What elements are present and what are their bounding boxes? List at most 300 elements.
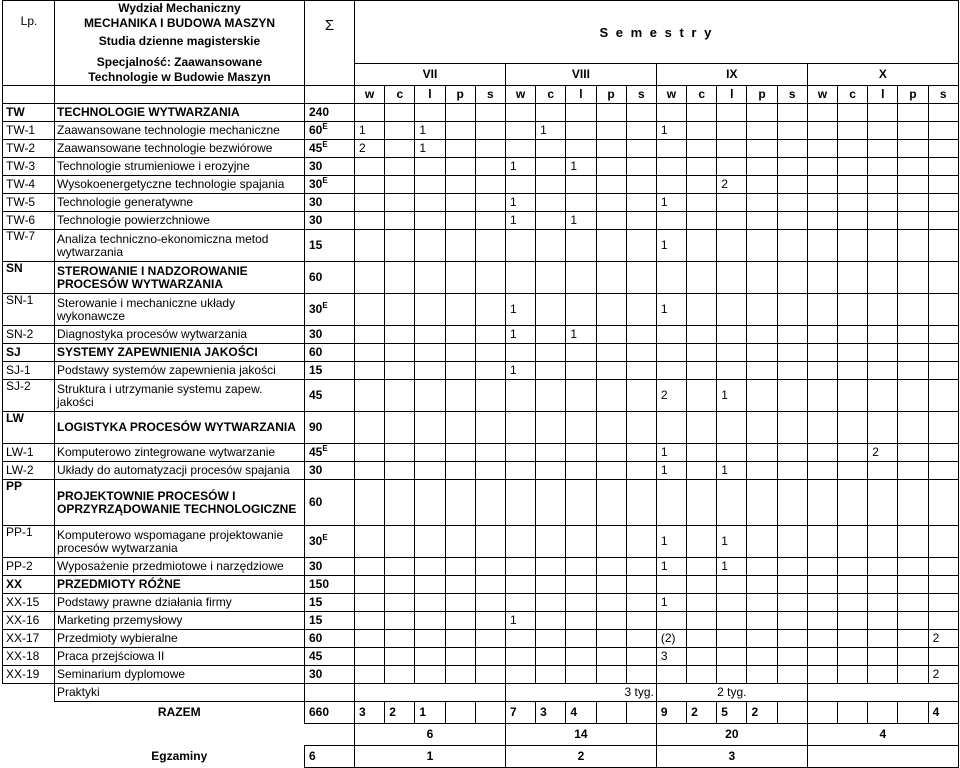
hours-cell bbox=[596, 380, 626, 412]
sub-header-s: s bbox=[928, 86, 958, 104]
table-row bbox=[3, 380, 959, 412]
hours-cell bbox=[838, 648, 868, 666]
hours-cell: 2 bbox=[928, 630, 958, 648]
hours-cell bbox=[717, 630, 747, 648]
hours-cell bbox=[747, 526, 777, 558]
blank-cell bbox=[3, 702, 55, 724]
hours-cell bbox=[536, 558, 566, 576]
hours-cell: (2) bbox=[656, 630, 686, 648]
hours-cell bbox=[687, 140, 717, 158]
lp-header: Lp. bbox=[3, 1, 55, 86]
hours-cell bbox=[898, 326, 928, 344]
hours-cell bbox=[626, 462, 656, 480]
hours-cell bbox=[355, 576, 385, 594]
total-viii: 14 bbox=[505, 724, 656, 746]
sub-header-w: w bbox=[656, 86, 686, 104]
course-hours bbox=[305, 480, 355, 526]
hours-cell: 1 bbox=[505, 294, 535, 326]
razem-cell: 2 bbox=[385, 702, 415, 724]
hours-cell bbox=[415, 176, 445, 194]
hours-cell bbox=[596, 230, 626, 262]
course-hours bbox=[305, 462, 355, 480]
hours-cell bbox=[596, 294, 626, 326]
hours-cell bbox=[777, 104, 807, 122]
course-name: Sterowanie i mechaniczne układy wykonawcze bbox=[55, 294, 305, 326]
hours-cell bbox=[807, 344, 837, 362]
hours-cell bbox=[898, 462, 928, 480]
course-name: Komputerowo wspomagane projektowanie procesów wytwarzania bbox=[55, 526, 305, 558]
hours-cell bbox=[868, 194, 898, 212]
hours-cell bbox=[505, 558, 535, 576]
sub-header-l: l bbox=[566, 86, 596, 104]
hours-cell bbox=[717, 294, 747, 326]
hours-cell bbox=[898, 122, 928, 140]
hours-cell bbox=[747, 140, 777, 158]
hours-cell bbox=[385, 594, 415, 612]
hours-cell bbox=[687, 380, 717, 412]
hours-cell bbox=[626, 380, 656, 412]
hours-cell bbox=[445, 104, 475, 122]
hours-cell bbox=[596, 362, 626, 380]
hours-cell bbox=[566, 630, 596, 648]
hours-cell: 2 bbox=[656, 380, 686, 412]
hours-cell bbox=[475, 104, 505, 122]
razem-semester-row bbox=[3, 724, 959, 746]
razem-cell: 3 bbox=[536, 702, 566, 724]
course-name: SYSTEMY ZAPEWNIENIA JAKOŚCI bbox=[55, 344, 305, 362]
blank-cell bbox=[55, 724, 305, 746]
course-name: Zaawansowane technologie bezwiórowe bbox=[55, 140, 305, 158]
hours-cell bbox=[355, 362, 385, 380]
hours-cell bbox=[807, 230, 837, 262]
razem-cell bbox=[777, 702, 807, 724]
hours-cell bbox=[717, 104, 747, 122]
hours-cell bbox=[747, 666, 777, 684]
hours-cell bbox=[596, 526, 626, 558]
hours-cell bbox=[385, 326, 415, 344]
hours-cell bbox=[475, 326, 505, 344]
hours-cell bbox=[898, 140, 928, 158]
course-code: TW-2 bbox=[3, 140, 55, 158]
hours-cell bbox=[445, 230, 475, 262]
title-field: MECHANIKA I BUDOWA MASZYN bbox=[83, 16, 276, 30]
hours-cell bbox=[445, 480, 475, 526]
hours-cell bbox=[777, 444, 807, 462]
hours-cell bbox=[475, 212, 505, 230]
hours-cell bbox=[868, 230, 898, 262]
semester-IX: IX bbox=[656, 64, 807, 86]
hours-cell bbox=[807, 576, 837, 594]
hours-cell bbox=[807, 648, 837, 666]
hours-cell bbox=[717, 140, 747, 158]
hours-cell bbox=[928, 104, 958, 122]
table-row bbox=[3, 362, 959, 380]
hours-cell bbox=[385, 444, 415, 462]
hours-cell bbox=[385, 630, 415, 648]
hours-cell bbox=[475, 344, 505, 362]
course-code: SN-2 bbox=[3, 326, 55, 344]
hours-cell bbox=[626, 262, 656, 294]
hours-cell bbox=[626, 666, 656, 684]
hours-cell bbox=[687, 576, 717, 594]
hours-cell: 1 bbox=[717, 380, 747, 412]
hours-cell bbox=[687, 648, 717, 666]
hours-cell bbox=[928, 262, 958, 294]
course-code: TW-5 bbox=[3, 194, 55, 212]
hours-cell bbox=[656, 212, 686, 230]
exams-x bbox=[807, 746, 958, 768]
hours-cell bbox=[415, 594, 445, 612]
hours-cell: 1 bbox=[656, 462, 686, 480]
course-code: SN bbox=[3, 262, 55, 294]
course-code: XX-18 bbox=[3, 648, 55, 666]
hours-cell bbox=[717, 326, 747, 344]
hours-cell bbox=[415, 294, 445, 326]
hours-cell bbox=[807, 412, 837, 444]
hours-value: 15 bbox=[309, 613, 323, 627]
hours-value: 45 bbox=[309, 445, 323, 459]
hours-cell bbox=[807, 558, 837, 576]
hours-cell bbox=[777, 412, 807, 444]
hours-value: 15 bbox=[309, 595, 323, 609]
hours-cell bbox=[687, 630, 717, 648]
course-hours bbox=[305, 576, 355, 594]
hours-cell bbox=[445, 630, 475, 648]
hours-cell bbox=[928, 158, 958, 176]
hours-cell bbox=[505, 594, 535, 612]
course-hours bbox=[305, 362, 355, 380]
hours-cell bbox=[596, 480, 626, 526]
sub-header-w: w bbox=[355, 86, 385, 104]
blank-cell bbox=[3, 746, 55, 768]
hours-cell bbox=[747, 558, 777, 576]
hours-cell bbox=[596, 262, 626, 294]
razem-cell: 3 bbox=[355, 702, 385, 724]
hours-cell: 1 bbox=[656, 526, 686, 558]
hours-cell bbox=[536, 648, 566, 666]
hours-cell bbox=[445, 176, 475, 194]
course-hours bbox=[305, 648, 355, 666]
hours-cell bbox=[928, 380, 958, 412]
hours-cell bbox=[536, 230, 566, 262]
hours-cell bbox=[415, 444, 445, 462]
total-x: 4 bbox=[807, 724, 958, 746]
hours-cell bbox=[475, 462, 505, 480]
praktyki-viii: 3 tyg. bbox=[505, 684, 656, 702]
egzaminy-sum: 6 bbox=[305, 746, 355, 768]
hours-cell bbox=[747, 648, 777, 666]
hours-cell bbox=[687, 294, 717, 326]
course-code: XX bbox=[3, 576, 55, 594]
razem-label: RAZEM bbox=[157, 705, 201, 720]
hours-value: 60 bbox=[309, 345, 323, 359]
hours-value: 60 bbox=[309, 495, 323, 509]
table-row bbox=[3, 140, 959, 158]
hours-cell bbox=[807, 122, 837, 140]
table-row bbox=[3, 526, 959, 558]
blank-cell bbox=[305, 724, 355, 746]
course-hours bbox=[305, 104, 355, 122]
hours-value: 15 bbox=[309, 238, 323, 252]
hours-cell bbox=[807, 380, 837, 412]
hours-cell bbox=[656, 140, 686, 158]
table-row bbox=[3, 158, 959, 176]
hours-cell bbox=[355, 412, 385, 444]
hours-cell bbox=[475, 526, 505, 558]
hours-cell bbox=[807, 262, 837, 294]
hours-cell bbox=[536, 630, 566, 648]
hours-cell bbox=[838, 362, 868, 380]
hours-cell bbox=[415, 212, 445, 230]
course-code: SJ-1 bbox=[3, 362, 55, 380]
razem-cell: 7 bbox=[505, 702, 535, 724]
course-code: XX-16 bbox=[3, 612, 55, 630]
course-name: PROJEKTOWNIE PROCESÓW I OPRZYRZĄDOWANIE TECHNOLOGICZNE bbox=[55, 480, 305, 526]
hours-cell bbox=[415, 480, 445, 526]
hours-cell bbox=[445, 558, 475, 576]
hours-cell bbox=[566, 444, 596, 462]
sigma-header: Σ bbox=[305, 1, 355, 86]
blank-cell bbox=[55, 86, 305, 104]
hours-cell bbox=[807, 630, 837, 648]
semester-VIII: VIII bbox=[505, 64, 656, 86]
hours-cell bbox=[445, 444, 475, 462]
course-hours bbox=[305, 444, 355, 462]
hours-cell bbox=[868, 526, 898, 558]
hours-cell bbox=[898, 176, 928, 194]
hours-cell: 2 bbox=[868, 444, 898, 462]
hours-cell bbox=[747, 444, 777, 462]
hours-cell bbox=[898, 666, 928, 684]
hours-cell bbox=[505, 104, 535, 122]
hours-cell bbox=[536, 412, 566, 444]
course-code: TW-3 bbox=[3, 158, 55, 176]
hours-cell bbox=[717, 594, 747, 612]
hours-cell bbox=[656, 104, 686, 122]
hours-cell bbox=[747, 594, 777, 612]
sub-header-s: s bbox=[777, 86, 807, 104]
sub-header-c: c bbox=[385, 86, 415, 104]
sub-header-p: p bbox=[445, 86, 475, 104]
hours-cell bbox=[868, 480, 898, 526]
table-row bbox=[3, 104, 959, 122]
hours-cell bbox=[505, 576, 535, 594]
course-code: LW bbox=[3, 412, 55, 444]
hours-cell bbox=[868, 666, 898, 684]
razem-cell: 4 bbox=[928, 702, 958, 724]
course-name: Diagnostyka procesów wytwarzania bbox=[55, 326, 305, 344]
hours-cell bbox=[868, 212, 898, 230]
hours-cell bbox=[445, 666, 475, 684]
hours-cell bbox=[687, 194, 717, 212]
hours-cell bbox=[566, 412, 596, 444]
hours-cell bbox=[807, 462, 837, 480]
hours-cell bbox=[505, 122, 535, 140]
hours-cell bbox=[596, 326, 626, 344]
hours-cell bbox=[928, 212, 958, 230]
hours-cell bbox=[777, 230, 807, 262]
hours-cell bbox=[355, 194, 385, 212]
blank-cell bbox=[305, 86, 355, 104]
hours-cell bbox=[747, 344, 777, 362]
hours-cell bbox=[445, 158, 475, 176]
hours-value: 30 bbox=[309, 159, 323, 173]
hours-cell bbox=[838, 594, 868, 612]
course-hours bbox=[305, 344, 355, 362]
hours-cell bbox=[566, 480, 596, 526]
hours-cell bbox=[415, 194, 445, 212]
blank-cell bbox=[355, 684, 506, 702]
hours-cell bbox=[868, 412, 898, 444]
hours-cell bbox=[777, 594, 807, 612]
table-row bbox=[3, 630, 959, 648]
hours-cell bbox=[687, 212, 717, 230]
hours-cell bbox=[385, 230, 415, 262]
hours-cell bbox=[505, 176, 535, 194]
hours-cell bbox=[747, 104, 777, 122]
hours-cell bbox=[505, 230, 535, 262]
hours-cell bbox=[566, 194, 596, 212]
hours-cell bbox=[415, 576, 445, 594]
course-name: TECHNOLOGIE WYTWARZANIA bbox=[55, 104, 305, 122]
sub-header-w: w bbox=[807, 86, 837, 104]
hours-cell bbox=[385, 122, 415, 140]
hours-cell bbox=[717, 158, 747, 176]
hours-cell: 1 bbox=[656, 294, 686, 326]
hours-cell bbox=[777, 140, 807, 158]
hours-cell bbox=[898, 362, 928, 380]
hours-cell bbox=[445, 594, 475, 612]
hours-cell bbox=[626, 344, 656, 362]
hours-cell bbox=[777, 326, 807, 344]
course-code: XX-15 bbox=[3, 594, 55, 612]
course-name: Przedmioty wybieralne bbox=[55, 630, 305, 648]
hours-value: 15 bbox=[309, 363, 323, 377]
course-hours bbox=[305, 630, 355, 648]
hours-cell bbox=[355, 630, 385, 648]
hours-cell bbox=[838, 158, 868, 176]
hours-cell bbox=[777, 212, 807, 230]
hours-cell bbox=[747, 380, 777, 412]
semester-X: X bbox=[807, 64, 958, 86]
hours-cell bbox=[445, 326, 475, 344]
razem-cell bbox=[596, 702, 626, 724]
hours-cell bbox=[928, 122, 958, 140]
hours-cell bbox=[536, 444, 566, 462]
hours-cell bbox=[807, 158, 837, 176]
hours-cell bbox=[928, 480, 958, 526]
hours-cell bbox=[717, 212, 747, 230]
hours-cell: 1 bbox=[656, 230, 686, 262]
study-plan-table bbox=[2, 0, 959, 768]
hours-cell bbox=[626, 326, 656, 344]
table-row bbox=[3, 480, 959, 526]
hours-cell bbox=[626, 294, 656, 326]
hours-cell bbox=[475, 262, 505, 294]
hours-cell bbox=[928, 230, 958, 262]
hours-cell: 1 bbox=[656, 594, 686, 612]
hours-cell bbox=[656, 326, 686, 344]
sub-header-l: l bbox=[415, 86, 445, 104]
hours-cell bbox=[717, 576, 747, 594]
course-hours bbox=[305, 380, 355, 412]
hours-cell bbox=[385, 176, 415, 194]
course-code: LW-1 bbox=[3, 444, 55, 462]
hours-cell: 1 bbox=[566, 158, 596, 176]
hours-cell: 1 bbox=[717, 526, 747, 558]
hours-cell bbox=[838, 462, 868, 480]
semester-VII: VII bbox=[355, 64, 506, 86]
hours-cell: 2 bbox=[717, 176, 747, 194]
hours-cell bbox=[838, 612, 868, 630]
hours-cell bbox=[475, 158, 505, 176]
hours-cell bbox=[415, 362, 445, 380]
hours-cell bbox=[747, 462, 777, 480]
hours-cell bbox=[505, 344, 535, 362]
hours-cell: 1 bbox=[505, 362, 535, 380]
hours-cell bbox=[596, 666, 626, 684]
sub-header-c: c bbox=[687, 86, 717, 104]
hours-cell bbox=[536, 140, 566, 158]
hours-value: 45 bbox=[309, 141, 323, 155]
hours-cell bbox=[747, 122, 777, 140]
hours-cell bbox=[475, 412, 505, 444]
hours-cell bbox=[656, 666, 686, 684]
praktyki-label: Praktyki bbox=[55, 684, 305, 702]
hours-cell bbox=[868, 344, 898, 362]
hours-cell bbox=[928, 558, 958, 576]
hours-value: 30 bbox=[309, 559, 323, 573]
hours-cell bbox=[355, 380, 385, 412]
hours-cell bbox=[777, 194, 807, 212]
hours-cell bbox=[596, 158, 626, 176]
hours-cell: 1 bbox=[415, 122, 445, 140]
hours-cell bbox=[838, 262, 868, 294]
hours-cell bbox=[777, 612, 807, 630]
hours-cell bbox=[687, 176, 717, 194]
hours-cell bbox=[928, 194, 958, 212]
course-code: PP-1 bbox=[3, 526, 55, 558]
hours-cell bbox=[747, 412, 777, 444]
hours-cell bbox=[898, 612, 928, 630]
hours-cell bbox=[536, 594, 566, 612]
hours-cell bbox=[656, 262, 686, 294]
hours-cell bbox=[505, 462, 535, 480]
hours-cell bbox=[596, 576, 626, 594]
hours-cell bbox=[505, 262, 535, 294]
hours-cell bbox=[445, 380, 475, 412]
hours-cell bbox=[747, 362, 777, 380]
sub-header-s: s bbox=[626, 86, 656, 104]
course-code: TW-1 bbox=[3, 122, 55, 140]
hours-cell bbox=[717, 362, 747, 380]
hours-cell bbox=[626, 526, 656, 558]
hours-cell bbox=[656, 412, 686, 444]
hours-cell bbox=[838, 230, 868, 262]
hours-cell bbox=[505, 480, 535, 526]
razem-cell: 9 bbox=[656, 702, 686, 724]
exams-vii: 1 bbox=[355, 746, 506, 768]
hours-cell bbox=[747, 612, 777, 630]
hours-cell bbox=[355, 666, 385, 684]
course-hours bbox=[305, 326, 355, 344]
hours-cell bbox=[566, 262, 596, 294]
hours-cell bbox=[626, 362, 656, 380]
hours-cell bbox=[596, 612, 626, 630]
hours-cell bbox=[566, 594, 596, 612]
course-name: Układy do automatyzacji procesów spajania bbox=[55, 462, 305, 480]
hours-cell bbox=[385, 104, 415, 122]
